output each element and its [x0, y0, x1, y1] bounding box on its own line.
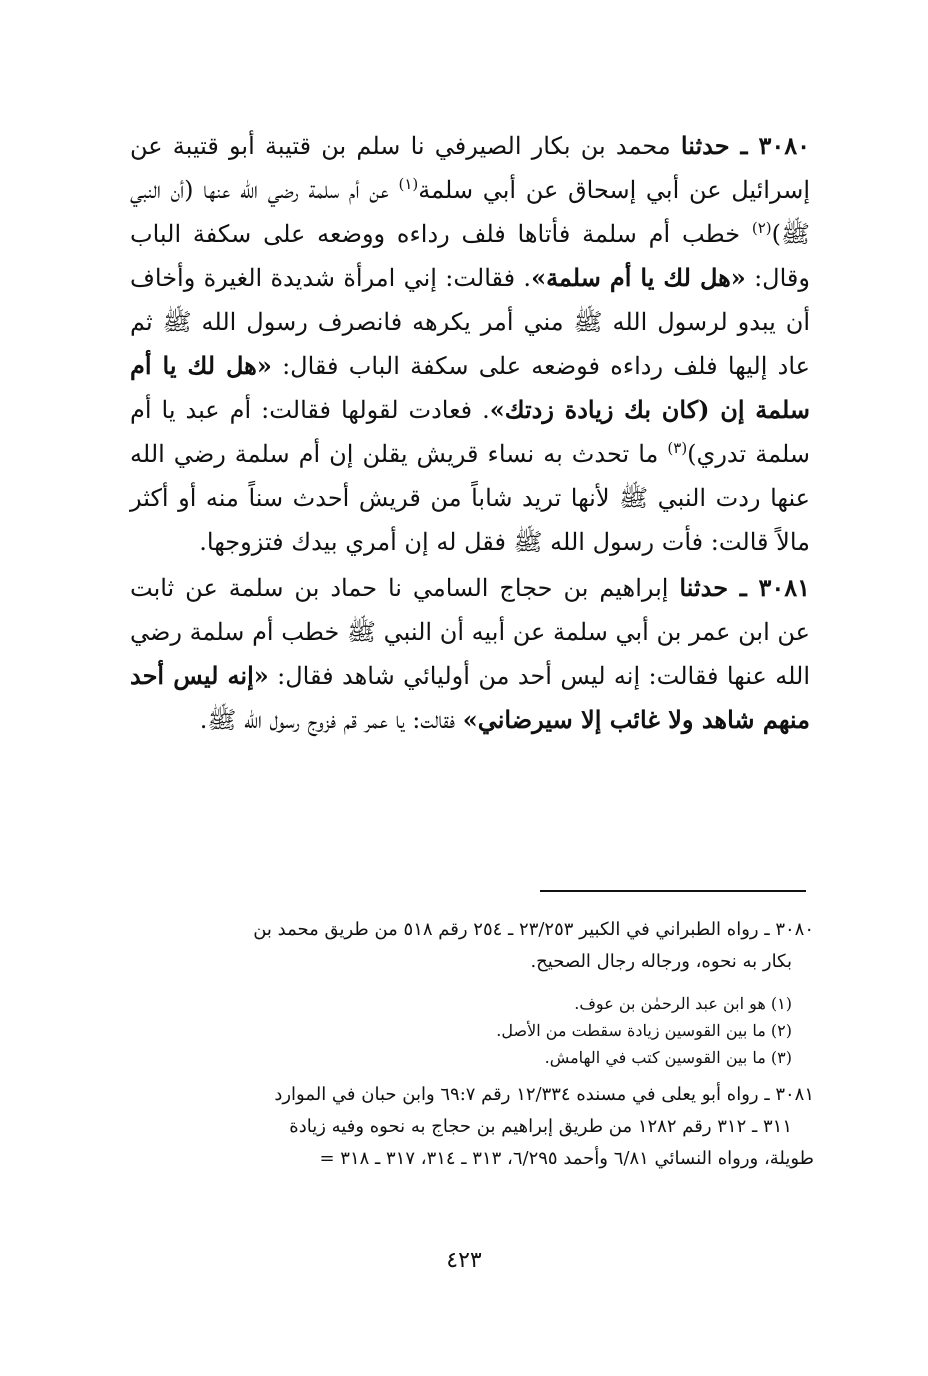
notes-section	[130, 914, 814, 1175]
note-3081-line: ٣٠٨١ ـ رواه أبو يعلى في مسنده ١٢/٣٣٤ رقم ٦٩:٧ وابن حبان في الموارد	[274, 1084, 814, 1105]
prophet-quote: «إنه ليس أحد منهم شاهد ولا غائب إلا سيرضاني»	[130, 661, 810, 734]
hadith-text: محمد بن بكار الصيرفي نا سلم بن قتيبة أبو قتيبة عن إسرائيل عن أبي إسحاق عن أبي سلمة	[130, 132, 810, 204]
prophet-quote: «هل لك يا أم سلمة إن (كان بك زيادة زدتك»	[130, 351, 811, 424]
footnote-item: (٣) ما بين القوسين كتب في الهامش.	[544, 1048, 792, 1067]
note-3081-line: طويلة، ورواه النسائي ٦/٨١ وأحمد ٦/٢٩٥، ٣١٣ ـ ٣١٤، ٣١٧ ـ ٣١٨ =	[319, 1148, 814, 1169]
footnote-divider	[540, 890, 806, 892]
separator: ـ	[728, 573, 759, 602]
hadith-text: ما تحدث به نساء قريش يقلن إن أم سلمة رضي الله عنها ردت النبي ﷺ لأنها تريد شاباً من قريش أحدث سناً منه أو أكثر مالاً قالت: فأت رسول الله ﷺ فقل له إن أمري بيدك فتزوجها.	[130, 440, 810, 556]
prophet-quote: «هل لك يا أم سلمة»	[531, 263, 746, 292]
hadith-3081	[130, 566, 810, 742]
footnote-marker: (٣)	[667, 439, 688, 457]
note-3080-line: بكار به نحوه، ورجاله رجال الصحيح.	[530, 951, 792, 972]
hadith-text: عن أم سلمة رضي الله عنها (أن النبي ﷺ)	[130, 176, 810, 248]
separator: ـ	[729, 131, 759, 160]
footnote-item: (٢) ما بين القوسين زيادة سقطت من الأصل.	[496, 1021, 792, 1040]
note-3081-line: ٣١١ ـ ٣١٢ رقم ١٢٨٢ من طريق إبراهيم بن حجاج به نحوه وفيه زيادة	[289, 1116, 792, 1137]
footnote-item: (١) هو ابن عبد الرحمٰن بن عوف.	[574, 994, 792, 1013]
footnote-marker: (٢)	[751, 219, 772, 237]
page-number: ٤٢٣	[446, 1248, 482, 1273]
main-text	[130, 124, 810, 744]
hadith-3080	[130, 124, 810, 564]
hadith-text: خطب أم سلمة فأتاها فلف رداءه ووضعه على سكفة الباب وقال:	[130, 220, 810, 292]
hadith-text: إبراهيم بن حجاج السامي نا حماد بن سلمة عن ثابت عن ابن عمر بن أبي سلمة عن أبيه أن النبي ﷺ خطب أم سلمة رضي الله عنها فقالت: إنه ليس أحد من أوليائي شاهد فقال:	[130, 574, 811, 690]
hadith-keyword: حدثنا	[680, 131, 730, 160]
footnote-list	[130, 990, 814, 1071]
hadith-number: ٣٠٨٠	[758, 131, 810, 160]
hadith-text: . فعادت لقولها فقالت: أم عبد يا أم سلمة تدري)	[130, 396, 811, 468]
hadith-keyword: حدثنا	[679, 573, 729, 602]
note-3080-line: ٣٠٨٠ ـ رواه الطبراني في الكبير ٢٣/٢٥٣ ـ ٢٥٤ رقم ٥١٨ من طريق محمد بن	[253, 919, 814, 940]
hadith-number: ٣٠٨١	[758, 573, 810, 602]
footnote-marker: (١)	[398, 175, 419, 193]
hadith-text: . فقالت: إني امرأة شديدة الغيرة وأخاف أن يبدو لرسول الله ﷺ مني أمر يكرهه فانصرف رسول الله ﷺ ثم عاد إليها فلف رداءه فوضعه على سكفة الباب فقال:	[130, 264, 810, 380]
hadith-text: فقالت: يا عمر قم فزوج رسول الله ﷺ.	[199, 706, 463, 734]
